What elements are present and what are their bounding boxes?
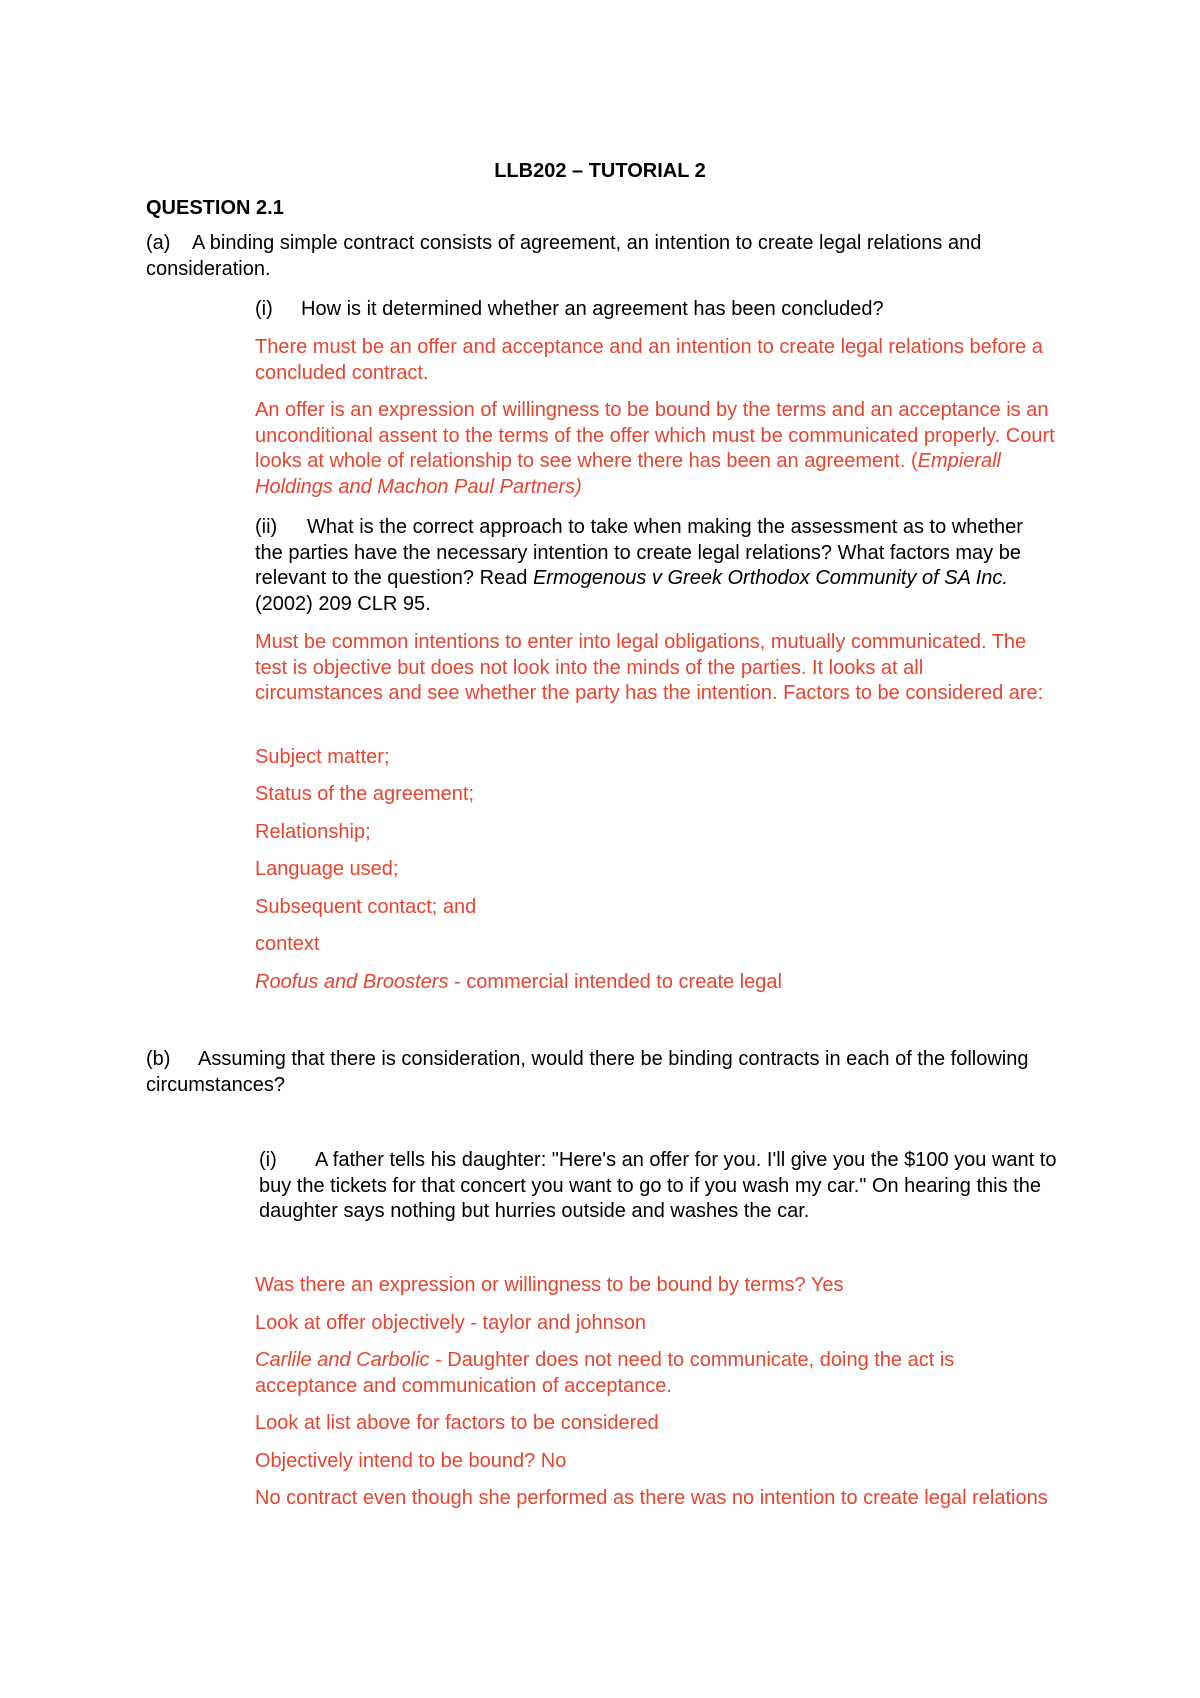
- part-b-sub-i-scenario: [259, 1148, 1059, 1225]
- part-a-text: A binding simple contract consists of agreement, an intention to create legal relations and consideration.: [146, 232, 982, 280]
- part-b-sub-i-label: (i): [259, 1149, 277, 1171]
- factor-item: Language used;: [255, 858, 399, 880]
- answer-i-paragraph-2-text: An offer is an expression of willingness to be bound by the terms and an acceptance is an unconditional assent to the terms of the offer which must be communicated properly. Court looks at whole of relationship to see where there has been an agreement. (: [255, 399, 1055, 472]
- part-a-sub-i-text: How is it determined whether an agreement has been concluded?: [301, 298, 884, 320]
- answer-b-line-5: Objectively intend to be bound? No: [255, 1450, 567, 1472]
- case-note-text: - commercial intended to create legal: [448, 971, 782, 993]
- case-note-case: Roofus and Broosters: [255, 971, 449, 993]
- part-a-statement: [146, 231, 1046, 282]
- answer-b-line-3: [255, 1348, 1055, 1399]
- part-a-sub-ii-text: What is the correct approach to take when making the assessment as to whether the parties have the necessary intention to create legal relations? What factors may be relevant to the question? Read: [255, 516, 1023, 589]
- answer-b-line-6: No contract even though she performed as there was no intention to create legal relations: [255, 1487, 1048, 1509]
- part-b-text: Assuming that there is consideration, would there be binding contracts in each of the following circumstances?: [146, 1048, 1029, 1096]
- factor-item: Relationship;: [255, 821, 371, 843]
- factor-item: Subject matter;: [255, 746, 390, 768]
- answer-b-line-2: Look at offer objectively - taylor and johnson: [255, 1312, 646, 1334]
- answer-i-paragraph-2: [255, 398, 1055, 500]
- part-a-sub-i-question: [255, 297, 1055, 323]
- part-a-sub-ii-question: [255, 515, 1055, 617]
- answer-ii-paragraph: Must be common intentions to enter into legal obligations, mutually communicated. The test is objective but does not look into the minds of the parties. It looks at all circumstances and see whether the party has the intention. Factors to be considered are:: [255, 631, 1044, 704]
- answer-i-case-name: Empierall Holdings and Machon Paul Partners): [255, 450, 1001, 498]
- factor-item: Subsequent contact; and: [255, 896, 477, 918]
- factor-item: context: [255, 933, 320, 955]
- question-heading: QUESTION 2.1: [146, 197, 284, 219]
- answer-b-line-1: Was there an expression or willingness to be bound by terms? Yes: [255, 1274, 844, 1296]
- answer-i-paragraph-1: There must be an offer and acceptance and an intention to create legal relations before a concluded contract.: [255, 336, 1043, 384]
- document-title: LLB202 – TUTORIAL 2: [494, 160, 706, 182]
- answer-b-line-3-text: - Daughter does not need to communicate, doing the act is acceptance and communication of acceptance.: [255, 1349, 955, 1397]
- case-note: [255, 970, 1055, 996]
- answer-b-line-4: Look at list above for factors to be considered: [255, 1412, 659, 1434]
- part-b-sub-i-text: A father tells his daughter: "Here's an offer for you. I'll give you the $100 you want to buy the tickets for that concert you want to go to if you wash my car." On hearing this the daughter says nothing but hurries outside and washes the car.: [259, 1149, 1057, 1222]
- part-a-sub-ii-case: Ermogenous v Greek Orthodox Community of SA Inc.: [532, 567, 1008, 589]
- part-a-sub-ii-label: (ii): [255, 516, 278, 538]
- part-b-label: (b): [146, 1048, 171, 1070]
- part-a-label: (a): [146, 232, 171, 254]
- part-b-statement: [146, 1047, 1046, 1098]
- factor-item: Status of the agreement;: [255, 783, 475, 805]
- part-a-sub-i-label: (i): [255, 298, 273, 320]
- answer-b-case: Carlile and Carbolic: [255, 1349, 430, 1371]
- part-a-sub-ii-citation: (2002) 209 CLR 95.: [255, 592, 431, 615]
